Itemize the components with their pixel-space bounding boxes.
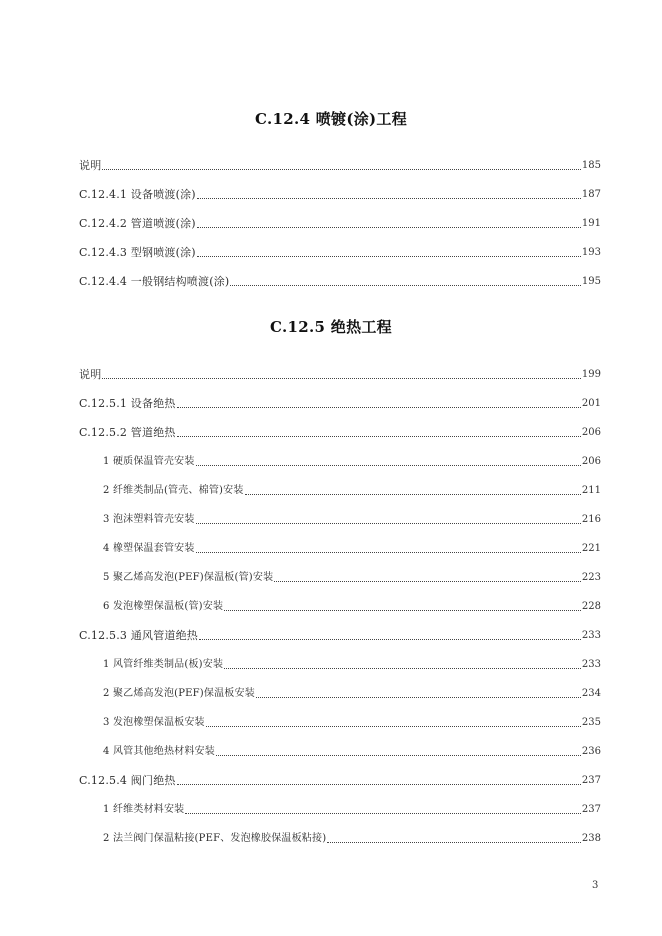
toc-entry-page: 238 <box>581 833 601 844</box>
toc-entry-page: 206 <box>581 427 601 438</box>
toc-entry-label: 6 发泡橡塑保温板(管)安装 <box>103 601 224 612</box>
toc-entry-page: 216 <box>581 514 601 525</box>
toc-entry-label: 4 风管其他绝热材料安装 <box>103 746 215 757</box>
toc-entry-page: 201 <box>581 398 601 409</box>
toc-subentry[interactable] <box>103 656 601 672</box>
toc-entry-label: 2 纤维类制品(管壳、棉管)安装 <box>103 485 244 496</box>
toc-entry-page: 235 <box>581 717 601 728</box>
toc-entry-page: 233 <box>581 659 601 670</box>
toc-entry-label: 1 硬质保温管壳安装 <box>103 456 195 467</box>
toc-entry-label: C.12.5.4 阀门绝热 <box>79 774 176 787</box>
toc-entry-label: C.12.4.1 设备喷渡(涂) <box>79 188 196 201</box>
dot-leader <box>245 494 581 495</box>
toc-subentry[interactable] <box>103 830 601 846</box>
toc-entry-label: C.12.4.3 型钢喷渡(涂) <box>79 246 196 259</box>
toc-entry[interactable] <box>79 395 601 411</box>
dot-leader <box>196 465 581 466</box>
dot-leader <box>199 639 581 640</box>
toc-entry[interactable] <box>79 186 601 202</box>
toc-entry-label: 1 风管纤维类制品(板)安装 <box>103 659 224 670</box>
toc-entry-label: 4 橡塑保温套管安装 <box>103 543 195 554</box>
toc-entry-page: 185 <box>581 160 601 171</box>
toc-entry[interactable] <box>79 157 601 173</box>
toc-entry-page: 191 <box>581 218 601 229</box>
dot-leader <box>185 813 581 814</box>
toc-entry-label: C.12.5.3 通风管道绝热 <box>79 629 199 642</box>
toc-entry[interactable] <box>79 627 601 643</box>
toc-entry-label: C.12.5.2 管道绝热 <box>79 426 176 439</box>
toc-entry-label: C.12.5.1 设备绝热 <box>79 397 176 410</box>
dot-leader <box>196 523 581 524</box>
toc-entry-page: 237 <box>581 775 601 786</box>
dot-leader <box>102 378 581 379</box>
dot-leader <box>102 169 581 170</box>
page-number: 3 <box>592 880 599 891</box>
dot-leader <box>230 285 581 286</box>
toc-entry-page: 187 <box>581 189 601 200</box>
toc-subentry[interactable] <box>103 540 601 556</box>
toc-entry-page: 221 <box>581 543 601 554</box>
dot-leader <box>216 755 581 756</box>
toc-entry-label: 说明 <box>79 368 102 381</box>
dot-leader <box>177 784 581 785</box>
toc-entry-page: 193 <box>581 247 601 258</box>
toc-entry-label: 1 纤维类材料安装 <box>103 804 185 815</box>
dot-leader <box>327 842 581 843</box>
toc-entry-page: 195 <box>581 276 601 287</box>
toc-entry-page: 199 <box>581 369 601 380</box>
toc-entry-label: 2 聚乙烯高发泡(PEF)保温板安装 <box>103 688 255 699</box>
dot-leader <box>196 552 581 553</box>
toc-entry[interactable] <box>79 366 601 382</box>
dot-leader <box>274 581 581 582</box>
toc-entry-label: 3 发泡橡塑保温板安装 <box>103 717 205 728</box>
section-title-insulation: C.12.5 绝热工程 <box>270 318 392 336</box>
toc-entry-label: 说明 <box>79 159 102 172</box>
dot-leader <box>177 436 581 437</box>
dot-leader <box>256 697 581 698</box>
toc-subentry[interactable] <box>103 801 601 817</box>
dot-leader <box>224 668 581 669</box>
toc-entry[interactable] <box>79 215 601 231</box>
dot-leader <box>197 198 581 199</box>
toc-entry-label: C.12.4.2 管道喷渡(涂) <box>79 217 196 230</box>
toc-entry-page: 211 <box>581 485 601 496</box>
toc-entry-page: 228 <box>581 601 601 612</box>
toc-subentry[interactable] <box>103 714 601 730</box>
toc-entry[interactable] <box>79 772 601 788</box>
toc-subentry[interactable] <box>103 743 601 759</box>
dot-leader <box>206 726 581 727</box>
section-title-spray-coating: C.12.4 喷镀(涂)工程 <box>254 110 408 128</box>
dot-leader <box>177 407 581 408</box>
toc-subentry[interactable] <box>103 685 601 701</box>
toc-entry-page: 234 <box>581 688 601 699</box>
toc-entry[interactable] <box>79 244 601 260</box>
toc-subentry[interactable] <box>103 598 601 614</box>
dot-leader <box>224 610 581 611</box>
toc-subentry[interactable] <box>103 511 601 527</box>
toc-entry-page: 233 <box>581 630 601 641</box>
dot-leader <box>197 256 581 257</box>
toc-subentry[interactable] <box>103 569 601 585</box>
dot-leader <box>197 227 581 228</box>
toc-entry-label: C.12.4.4 一般钢结构喷渡(涂) <box>79 275 230 288</box>
toc-entry-page: 236 <box>581 746 601 757</box>
toc-entry-page: 223 <box>581 572 601 583</box>
toc-subentry[interactable] <box>103 453 601 469</box>
toc-subentry[interactable] <box>103 482 601 498</box>
toc-entry-label: 5 聚乙烯高发泡(PEF)保温板(管)安装 <box>103 572 274 583</box>
toc-entry[interactable] <box>79 273 601 289</box>
toc-entry-page: 206 <box>581 456 601 467</box>
toc-entry-label: 2 法兰阀门保温粘接(PEF、发泡橡胶保温板粘接) <box>103 833 327 844</box>
toc-entry-page: 237 <box>581 804 601 815</box>
toc-entry-label: 3 泡沫塑料管壳安装 <box>103 514 195 525</box>
toc-entry[interactable] <box>79 424 601 440</box>
